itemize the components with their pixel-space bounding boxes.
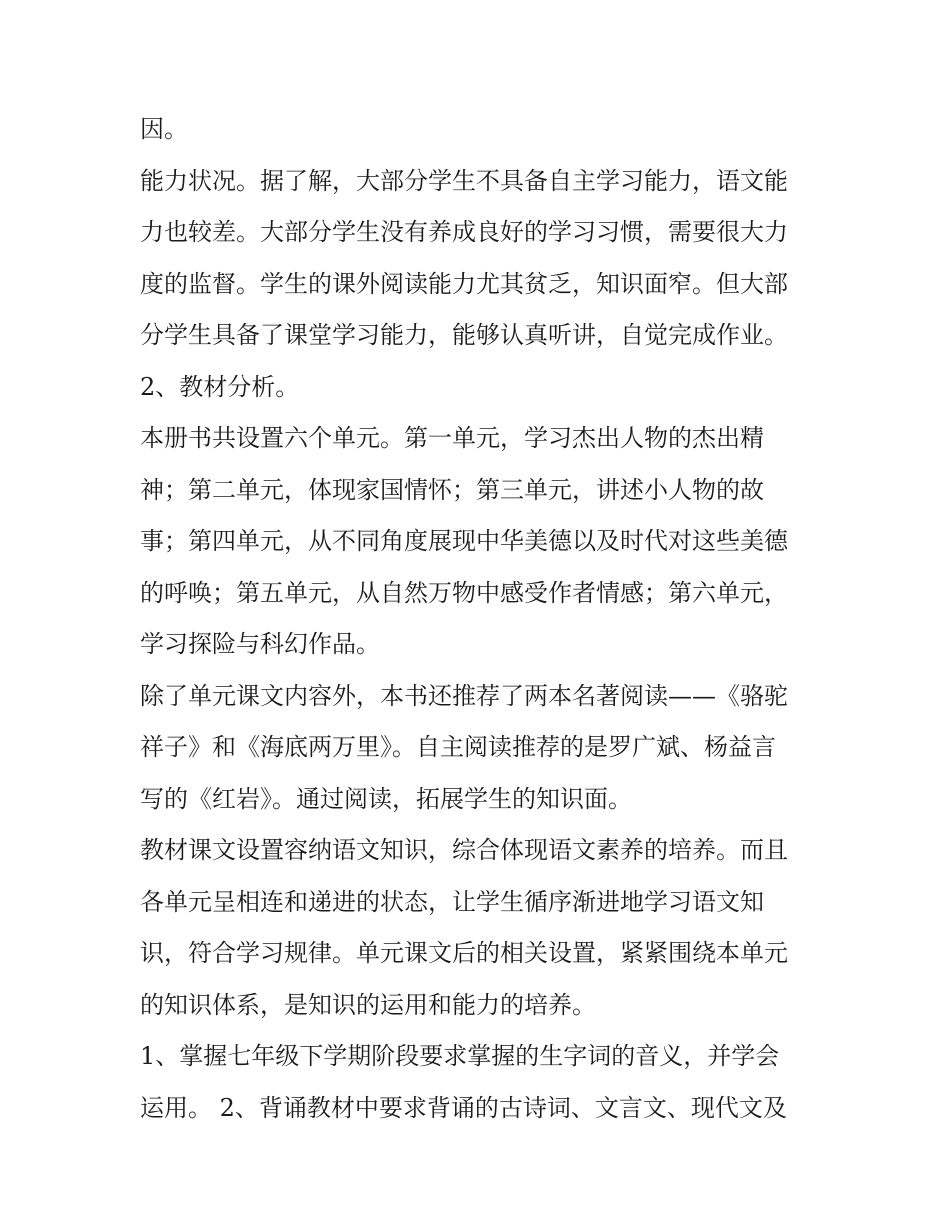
- text-line: 神；第二单元，体现家国情怀；第三单元，讲述小人物的故: [140, 475, 764, 504]
- body-text: [140, 104, 820, 1134]
- text-line: 写的《红岩》。通过阅读，拓展学生的知识面。: [140, 784, 632, 813]
- text-line: 度的监督。学生的课外阅读能力尤其贫乏，知识面窄。但大部: [140, 269, 788, 298]
- text-line: 识，符合学习规律。单元课文后的相关设置，紧紧围绕本单元: [140, 939, 788, 967]
- text-line: 除了单元课文内容外，本书还推荐了两本名著阅读——《骆驼: [140, 681, 788, 710]
- text-line: 1、掌握七年级下学期阶段要求掌握的生字词的音义，并学会: [140, 1042, 780, 1070]
- text-line: 本册书共设置六个单元。第一单元，学习杰出人物的杰出精: [140, 424, 764, 452]
- text-line: 学习探险与科幻作品。: [140, 630, 380, 658]
- text-line: 的呼唤；第五单元，从自然万物中感受作者情感；第六单元，: [140, 578, 788, 607]
- text-line: 因。: [140, 115, 188, 143]
- text-line: 的知识体系，是知识的运用和能力的培养。: [140, 990, 596, 1019]
- text-line: 祥子》和《海底两万里》。自主阅读推荐的是罗广斌、杨益言: [140, 733, 776, 761]
- text-line: 能力状况。据了解，大部分学生不具备自主学习能力，语文能: [140, 166, 788, 195]
- text-line: 运用。 2、背诵教材中要求背诵的古诗词、文言文、现代文及: [140, 1093, 787, 1122]
- text-line: 教材课文设置容纳语文知识，综合体现语文素养的培养。而且: [140, 836, 788, 864]
- text-line: 各单元呈相连和递进的状态，让学生循序渐进地学习语文知: [140, 887, 764, 916]
- text-line: 事；第四单元，从不同角度展现中华美德以及时代对这些美德: [140, 527, 788, 555]
- text-line: 分学生具备了课堂学习能力，能够认真听讲，自觉完成作业。: [140, 321, 788, 349]
- section-heading: 2、教材分析。: [140, 372, 300, 401]
- text-line: 力也较差。大部分学生没有养成良好的学习习惯，需要很大力: [140, 218, 788, 246]
